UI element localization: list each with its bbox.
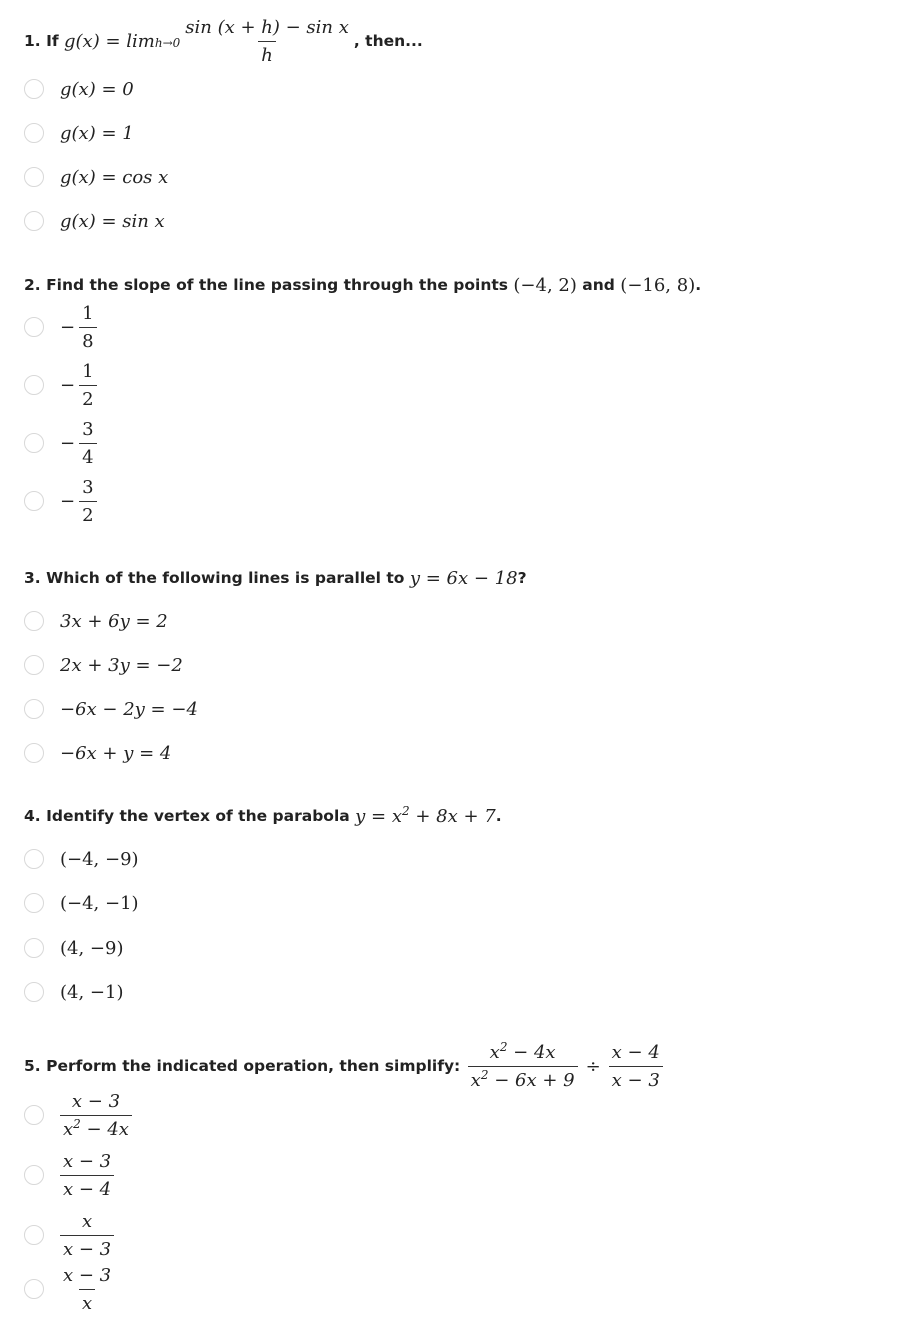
question-5-number: 5.: [24, 1057, 41, 1075]
question-5-option-d[interactable]: $\frac{x - 3}{x}$: [24, 1277, 44, 1301]
radio-button[interactable]: [24, 1279, 44, 1299]
question-3: [24, 565, 884, 764]
radio-button[interactable]: [24, 982, 44, 1002]
question-5-option-a[interactable]: $\frac{x - 3}{x^2 - 4x}$: [24, 1103, 44, 1127]
radio-button[interactable]: [24, 123, 44, 143]
question-1-option-c[interactable]: g(x) = cos x: [24, 165, 44, 189]
question-5-fraction-1: $\frac{x^2 - 4x}{x^2 - 6x + 9}$: [468, 1042, 578, 1091]
question-2-number: 2.: [24, 276, 41, 294]
question-5-title: 5. Perform the indicated operation, then simplify: $\frac{x^2 - 4x}{x^2 - 6x + 9}$ ÷ $\frac{x - 4}{x - 3}$: [24, 1040, 884, 1092]
radio-button[interactable]: [24, 1165, 44, 1185]
question-4: [24, 803, 884, 1003]
question-1-number: 1.: [24, 32, 41, 50]
question-5-fraction-2: $\frac{x - 4}{x - 3}$: [609, 1042, 663, 1091]
radio-button[interactable]: [24, 491, 44, 511]
question-4-option-d[interactable]: (4, −1): [24, 980, 44, 1004]
radio-button[interactable]: [24, 79, 44, 99]
question-3-option-a[interactable]: 3x + 6y = 2: [24, 609, 44, 633]
question-1-option-b[interactable]: g(x) = 1: [24, 121, 44, 145]
radio-button[interactable]: [24, 699, 44, 719]
question-5-option-b[interactable]: $\frac{x - 3}{x - 4}$: [24, 1163, 44, 1187]
question-3-number: 3.: [24, 569, 41, 587]
radio-button[interactable]: [24, 433, 44, 453]
question-2-title: 2. Find the slope of the line passing through the points (−4, 2) and (−16, 8) .: [24, 274, 702, 296]
question-5-option-c[interactable]: $\frac{x}{x - 3}$: [24, 1223, 44, 1247]
radio-button[interactable]: [24, 938, 44, 958]
question-3-title: 3. Which of the following lines is parallel to y = 6x − 18 ?: [24, 567, 527, 589]
question-1-option-a[interactable]: g(x) = 0: [24, 77, 44, 101]
question-4-option-c[interactable]: (4, −9): [24, 936, 44, 960]
question-2-option-d[interactable]: − $\frac{3}{2}$: [24, 489, 44, 513]
question-1-math: g(x) = limh→0: [64, 30, 181, 52]
question-2: [24, 272, 884, 526]
radio-button[interactable]: [24, 167, 44, 187]
question-4-option-b[interactable]: (−4, −1): [24, 891, 44, 915]
radio-button[interactable]: [24, 655, 44, 675]
question-3-option-d[interactable]: −6x + y = 4: [24, 741, 44, 765]
question-5: [24, 1039, 884, 1314]
question-1: [24, 16, 884, 232]
question-3-option-c[interactable]: −6x − 2y = −4: [24, 697, 44, 721]
divide-operator: ÷: [585, 1055, 601, 1077]
radio-button[interactable]: [24, 611, 44, 631]
radio-button[interactable]: [24, 849, 44, 869]
question-2-option-b[interactable]: − $\frac{1}{2}$: [24, 373, 44, 397]
question-4-option-a[interactable]: (−4, −9): [24, 847, 44, 871]
question-1-fraction: $\frac{\text{sin (x + h) − sin x}}{h}$: [185, 16, 349, 66]
radio-button[interactable]: [24, 893, 44, 913]
question-1-option-d[interactable]: g(x) = sin x: [24, 209, 44, 233]
radio-button[interactable]: [24, 1225, 44, 1245]
question-2-option-c[interactable]: − $\frac{3}{4}$: [24, 431, 44, 455]
question-3-option-b[interactable]: 2x + 3y = −2: [24, 653, 44, 677]
radio-button[interactable]: [24, 317, 44, 337]
radio-button[interactable]: [24, 743, 44, 763]
question-2-option-a[interactable]: − $\frac{1}{8}$: [24, 315, 44, 339]
radio-button[interactable]: [24, 1105, 44, 1125]
question-4-title: 4. Identify the vertex of the parabola $y = x^2 + 8x + 7$ .: [24, 803, 502, 827]
question-4-number: 4.: [24, 807, 41, 825]
radio-button[interactable]: [24, 375, 44, 395]
question-1-title: 1. If g(x) = limh→0 $\frac{\text{sin (x + h) − sin x}}{h}$ , then...: [24, 16, 423, 66]
radio-button[interactable]: [24, 211, 44, 231]
